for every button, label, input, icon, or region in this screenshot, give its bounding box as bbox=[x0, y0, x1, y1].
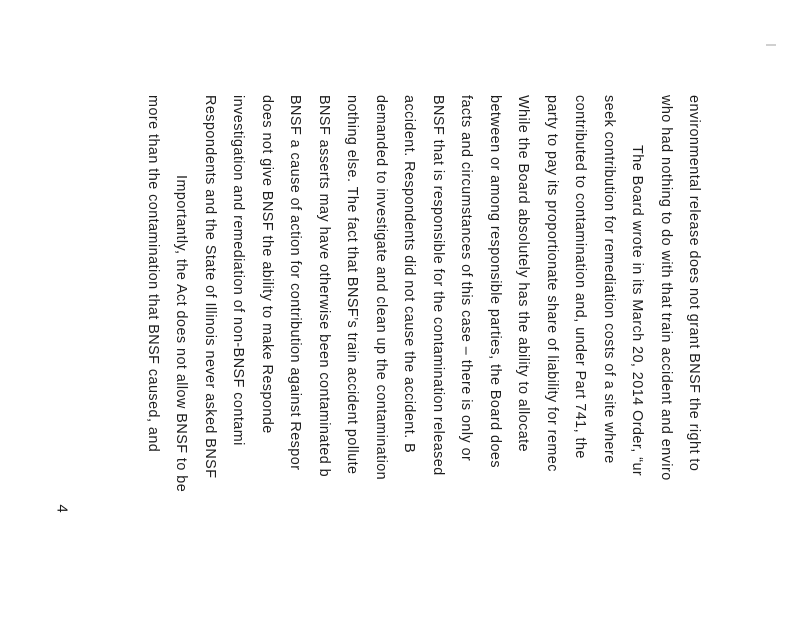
text-line: does not give BNSF the ability to make Responde bbox=[259, 95, 275, 434]
page-number: 4 bbox=[53, 504, 71, 513]
text-line: BNSF that is responsible for the contamination released bbox=[430, 95, 446, 476]
text-line: environmental release does not grant BNSF the right to bbox=[686, 95, 702, 472]
text-line: contributed to contamination and, under Part 741, the bbox=[572, 95, 588, 459]
text-line: The Board wrote in its March 20, 2014 Order, “ur bbox=[629, 145, 645, 477]
text-line: demanded to investigate and clean up the contamination bbox=[373, 95, 389, 481]
text-line: investigation and remediation of non-BNSF contami bbox=[230, 95, 246, 446]
scan-artifact bbox=[766, 44, 776, 46]
text-line: more than the contamination that BNSF caused, and bbox=[145, 95, 161, 453]
text-line: seek contribution for remediation costs of a site where bbox=[601, 95, 617, 464]
text-line: Respondents and the State of Illinois never asked BNSF bbox=[202, 95, 218, 479]
text-line: nothing else. The fact that BNSF’s train accident pollute bbox=[344, 95, 360, 475]
text-line: between or among responsible parties, the Board does bbox=[487, 95, 503, 468]
text-line: BNSF a cause of action for contribution against Respor bbox=[287, 95, 303, 471]
text-line: accident. Respondents did not cause the accident. B bbox=[401, 95, 417, 454]
text-line: BNSF asserts may have otherwise been contaminated b bbox=[316, 95, 332, 478]
text-line: Importantly, the Act does not allow BNSF to be bbox=[173, 175, 189, 493]
text-line: While the Board absolutely has the ability to allocate bbox=[515, 95, 531, 453]
text-line: facts and circumstances of this case – there is only or bbox=[458, 95, 474, 462]
text-line: party to pay its proportionate share of liability for remec bbox=[544, 95, 560, 472]
text-line: who had nothing to do with that train accident and enviro bbox=[658, 95, 674, 481]
